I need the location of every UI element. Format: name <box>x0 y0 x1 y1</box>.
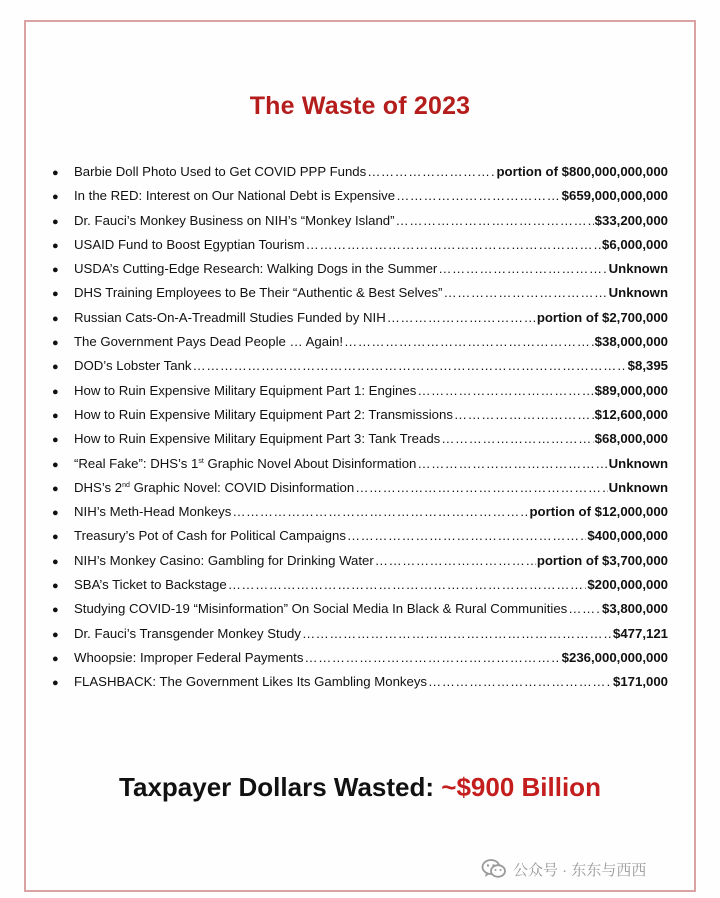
item-label: DHS Training Employees to Be Their “Authentic & Best Selves” <box>74 285 443 301</box>
leader-dots <box>396 188 561 203</box>
leader-dots <box>568 601 601 616</box>
leader-dots <box>344 334 594 349</box>
leader-dots <box>417 456 607 471</box>
bullet-icon: ● <box>52 652 59 665</box>
bullet-icon: ● <box>52 555 59 568</box>
list-item <box>52 383 668 407</box>
wechat-icon <box>481 856 507 882</box>
bullet-icon: ● <box>52 264 59 277</box>
total-label: Taxpayer Dollars Wasted: <box>119 772 442 802</box>
item-amount: portion of $2,700,000 <box>536 309 668 325</box>
item-amount: $171,000 <box>612 674 668 690</box>
bullet-icon: ● <box>52 580 59 593</box>
item-label: Dr. Fauci’s Monkey Business on NIH’s “Monkey Island” <box>74 212 395 228</box>
item-amount: $8,395 <box>627 358 668 374</box>
bullet-icon: ● <box>52 628 59 641</box>
leader-dots <box>428 674 612 689</box>
item-label: How to Ruin Expensive Military Equipment Part 2: Transmissions <box>74 406 453 422</box>
leader-dots <box>228 577 587 592</box>
bullet-icon: ● <box>52 604 59 617</box>
item-label-end: Graphic Novel About Disinformation <box>203 455 417 471</box>
bullet-icon: ● <box>52 312 59 325</box>
list-item <box>52 480 668 504</box>
list-item <box>52 431 668 455</box>
list-item <box>52 577 668 601</box>
leader-dots <box>443 285 607 300</box>
list-item <box>52 237 668 261</box>
list-item <box>52 261 668 285</box>
list-item <box>52 626 668 650</box>
item-label: The Government Pays Dead People … Again! <box>74 334 344 350</box>
item-label: USAID Fund to Boost Egyptian Tourism <box>74 236 305 252</box>
list-item <box>52 528 668 552</box>
item-amount: Unknown <box>608 261 668 277</box>
item-label: Barbie Doll Photo Used to Get COVID PPP Funds <box>74 164 367 179</box>
item-label: NIH’s Meth-Head Monkeys <box>74 504 232 520</box>
bullet-icon: ● <box>52 337 59 350</box>
bullet-icon: ● <box>52 215 59 228</box>
item-label: NIH’s Monkey Casino: Gambling for Drinking Water <box>74 552 374 568</box>
item-label-start: “Real Fake”: DHS’s 1 <box>74 455 199 471</box>
item-amount: $33,200,000 <box>594 212 668 228</box>
list-item <box>52 285 668 309</box>
bullet-icon: ● <box>52 239 59 252</box>
list-item <box>52 650 668 674</box>
item-label <box>74 480 354 495</box>
list-item <box>52 358 668 382</box>
watermark-text: 公众号 · 东东与西西 <box>513 861 647 879</box>
bullet-icon: ● <box>52 191 59 204</box>
list-item <box>52 553 668 577</box>
item-label: In the RED: Interest on Our National Debt is Expensive <box>74 188 396 204</box>
item-amount: Unknown <box>608 455 668 471</box>
item-label: DOD’s Lobster Tank <box>74 358 192 374</box>
item-label: Studying COVID-19 “Misinformation” On Social Media In Black & Rural Communities <box>74 601 568 617</box>
item-amount: Unknown <box>608 285 668 301</box>
total-value: ~$900 Billion <box>441 772 601 802</box>
item-amount: portion of $3,700,000 <box>536 552 668 568</box>
ordinal-suffix: st <box>198 457 204 465</box>
list-item <box>52 213 668 237</box>
leader-dots <box>396 213 594 228</box>
bullet-icon: ● <box>52 167 59 179</box>
bullet-icon: ● <box>52 458 59 471</box>
item-label-end: Graphic Novel: COVID Disinformation <box>129 479 355 495</box>
ordinal-suffix: nd <box>122 481 130 489</box>
item-amount: $38,000,000 <box>594 334 668 350</box>
leader-dots <box>367 164 495 179</box>
leader-dots <box>193 358 627 373</box>
bullet-icon: ● <box>52 288 59 301</box>
item-label: FLASHBACK: The Government Likes Its Gambling Monkeys <box>74 674 428 690</box>
item-amount: $68,000,000 <box>594 431 668 447</box>
item-amount: $89,000,000 <box>594 382 668 398</box>
item-label: USDA’s Cutting-Edge Research: Walking Dogs in the Summer <box>74 261 438 277</box>
list-item <box>52 164 668 188</box>
total-summary <box>0 772 720 803</box>
bullet-icon: ● <box>52 507 59 520</box>
list-item <box>52 601 668 625</box>
item-label: How to Ruin Expensive Military Equipment Part 1: Engines <box>74 382 417 398</box>
list-item <box>52 407 668 431</box>
item-amount: $3,800,000 <box>601 601 668 617</box>
waste-list <box>52 164 668 699</box>
bullet-icon: ● <box>52 385 59 398</box>
item-label <box>74 456 416 471</box>
leader-dots <box>454 407 594 422</box>
item-label: How to Ruin Expensive Military Equipment Part 3: Tank Treads <box>74 431 441 447</box>
bullet-icon: ● <box>52 409 59 422</box>
leader-dots <box>438 261 607 276</box>
leader-dots <box>306 237 601 252</box>
bullet-icon: ● <box>52 434 59 447</box>
item-label-start: DHS’s 2 <box>74 479 123 495</box>
item-label: Dr. Fauci’s Transgender Monkey Study <box>74 625 301 641</box>
page-title: The Waste of 2023 <box>249 92 471 120</box>
list-item <box>52 504 668 528</box>
leader-dots <box>232 504 528 519</box>
leader-dots <box>347 528 586 543</box>
watermark <box>481 856 646 882</box>
item-amount: $200,000,000 <box>587 577 668 593</box>
list-item <box>52 310 668 334</box>
bullet-icon: ● <box>52 361 59 374</box>
leader-dots <box>441 431 593 446</box>
item-amount: portion of $12,000,000 <box>529 504 668 520</box>
leader-dots <box>355 480 607 495</box>
item-label: Russian Cats-On-A-Treadmill Studies Funded by NIH <box>74 309 386 325</box>
leader-dots <box>304 650 560 665</box>
leader-dots <box>417 383 593 398</box>
list-item <box>52 456 668 480</box>
bullet-icon: ● <box>52 482 59 495</box>
item-label: Whoopsie: Improper Federal Payments <box>74 649 304 665</box>
item-amount: $12,600,000 <box>594 406 668 422</box>
list-item <box>52 674 668 698</box>
item-amount: $477,121 <box>612 625 668 641</box>
leader-dots <box>387 310 536 325</box>
list-item <box>52 334 668 358</box>
leader-dots <box>375 553 536 568</box>
item-amount: $236,000,000,000 <box>561 649 668 665</box>
item-amount: $400,000,000 <box>587 528 668 544</box>
list-item <box>52 188 668 212</box>
item-label: SBA’s Ticket to Backstage <box>74 577 227 593</box>
bullet-icon: ● <box>52 677 59 690</box>
item-amount: $659,000,000,000 <box>561 188 668 204</box>
item-amount: Unknown <box>608 479 668 495</box>
leader-dots <box>302 626 612 641</box>
item-amount: portion of $800,000,000,000 <box>496 164 668 179</box>
item-amount: $6,000,000 <box>601 236 668 252</box>
item-label: Treasury’s Pot of Cash for Political Campaigns <box>74 528 346 544</box>
bullet-icon: ● <box>52 531 59 544</box>
